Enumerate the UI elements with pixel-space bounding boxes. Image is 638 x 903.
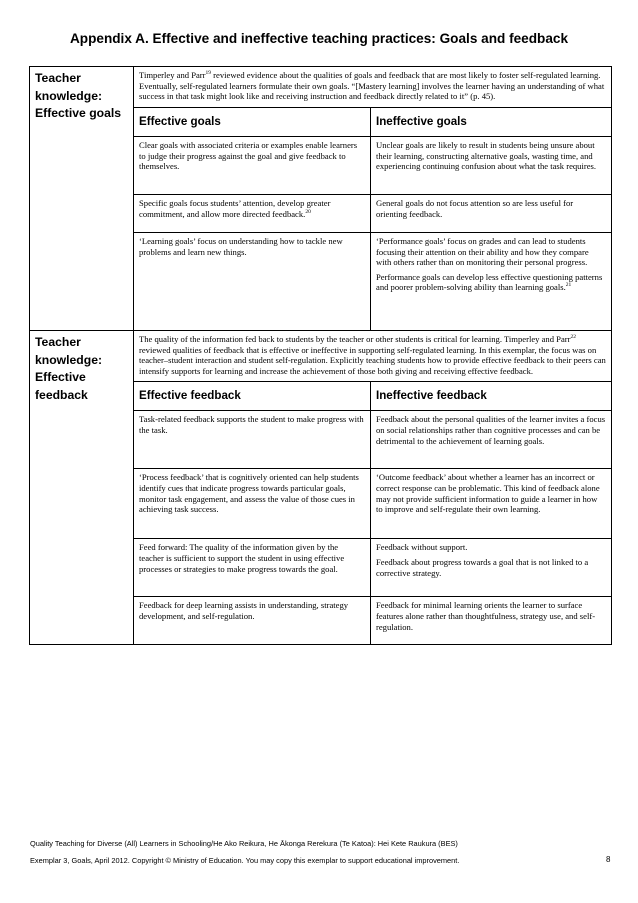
ineffective-feedback-cell: ‘Outcome feedback’ about whether a learner has an incorrect or correct response can be problematic. This kind of feedback alone may not provide sufficient information to guide a learner in how to improve and self-regulate their own learning. <box>371 469 612 539</box>
footnote-ref: 20 <box>305 208 311 215</box>
page-number: 8 <box>606 855 611 864</box>
feedback-side-label: Teacher knowledge: Effective feedback <box>30 330 134 645</box>
goals-intro-footnote: 19 <box>205 70 212 77</box>
page-title: Appendix A. Effective and ineffective teaching practices: Goals and feedback <box>69 31 569 46</box>
ineffective-feedback-cell: Feedback for minimal learning orients the learner to surface features alone rather than thoughtfulness, strategy use, and self-regulation. <box>371 597 612 645</box>
goals-intro-row <box>30 67 612 108</box>
effective-feedback-cell: Feed forward: The quality of the information given by the teacher is sufficient to support the student in using effective processes or strategies to make progress towards the goal. <box>134 539 371 597</box>
feedback-intro-text: The quality of the information fed back to students by the teacher or other students is critical for learning. Timperley and Parr <box>139 333 571 344</box>
feedback-intro-row <box>30 330 612 381</box>
feedback-intro-text-cont: reviewed qualities of feedback that is effective or ineffective in supporting self-regulated learning. In this exemplar, the focus was on teacher–student interaction and student self-regulation. Explicitly teaching students how to provide effective feedback to their peers can intensify supports for learning and increase the achievement of those both giving and receiving effective feedback. <box>139 344 606 376</box>
effective-feedback-heading: Effective feedback <box>134 382 371 411</box>
ineffective-goals-heading: Ineffective goals <box>371 107 612 136</box>
goals-intro-text: Timperley and Parr <box>139 70 206 80</box>
ineffective-feedback-heading: Ineffective feedback <box>371 382 612 411</box>
ineffective-goal-cell <box>371 232 612 330</box>
ineffective-goal-text-2: Performance goals can develop less effective questioning patterns and poorer problem-solving ability than learning goals. <box>376 271 603 293</box>
effective-goal-cell: ‘Learning goals’ focus on understanding how to tackle new problems and learn new things. <box>134 232 371 330</box>
effective-feedback-cell: Task-related feedback supports the student to make progress with the task. <box>134 411 371 469</box>
footnote-ref: 21 <box>565 282 572 289</box>
ineffective-feedback-cell: Feedback about the personal qualities of the learner invites a focus on social relationships rather than cognitive processes and can be detrimental to the achievement of learning goals. <box>371 411 612 469</box>
goals-side-label: Teacher knowledge: Effective goals <box>30 67 134 331</box>
ineffective-goal-text: ‘Performance goals’ focus on grades and can lead to students focusing their attention on their ability and how they compare with others rather than on monitoring their personal progress. <box>376 235 589 268</box>
effective-goals-heading: Effective goals <box>134 107 371 136</box>
effective-feedback-cell: Feedback for deep learning assists in understanding, strategy development, and self-regulation. <box>134 597 371 645</box>
goals-intro <box>134 67 612 108</box>
effective-goal-cell: Clear goals with associated criteria or examples enable learners to judge their progress against the goal and give feedback to themselves. <box>134 136 371 194</box>
ineffective-goal-cell: General goals do not focus attention so are less useful for orienting feedback. <box>371 194 612 232</box>
effective-goal-cell <box>134 194 371 232</box>
effective-goal-text: Specific goals focus students’ attention, develop greater commitment, and allow more directed feedback. <box>139 197 331 219</box>
feedback-intro-footnote: 22 <box>570 334 576 341</box>
feedback-intro <box>134 330 612 381</box>
footer-line-1: Quality Teaching for Diverse (All) Learners in Schooling/He Ako Reikura, He Ākonga Rerekura (Te Katoa): Hei Kete Raukura (BES) <box>30 839 458 848</box>
ineffective-feedback-text: Feedback without support. <box>376 542 468 553</box>
ineffective-goal-cell: Unclear goals are likely to result in students being unsure about their learning, constructing alternative goals, wasting time, and experiencing continuing confusion about what the task requires. <box>371 136 612 194</box>
ineffective-feedback-cell <box>371 539 612 597</box>
ineffective-feedback-text-2: Feedback about progress towards a goal that is not linked to a corrective strategy. <box>376 557 589 578</box>
effective-feedback-cell: ‘Process feedback’ that is cognitively oriented can help students identify cues that indicate progress towards particular goals, monitor task engagement, and assess the value of those cues in achieving task success. <box>134 469 371 539</box>
goals-intro-text-cont: reviewed evidence about the qualities of goals and feedback that are most likely to foster self-regulated learning. Eventually, self-regulated learners formulate their own goals. “[Mastery learning] involves the learner having an understanding of what success in that task might look like and receiving instruction and feedback directly related to it” (p. 45). <box>139 70 605 102</box>
footer-line-2: Exemplar 3, Goals, April 2012. Copyright © Ministry of Education. You may copy this exemplar to support educational improvement. <box>30 856 460 865</box>
practices-table <box>29 66 612 645</box>
